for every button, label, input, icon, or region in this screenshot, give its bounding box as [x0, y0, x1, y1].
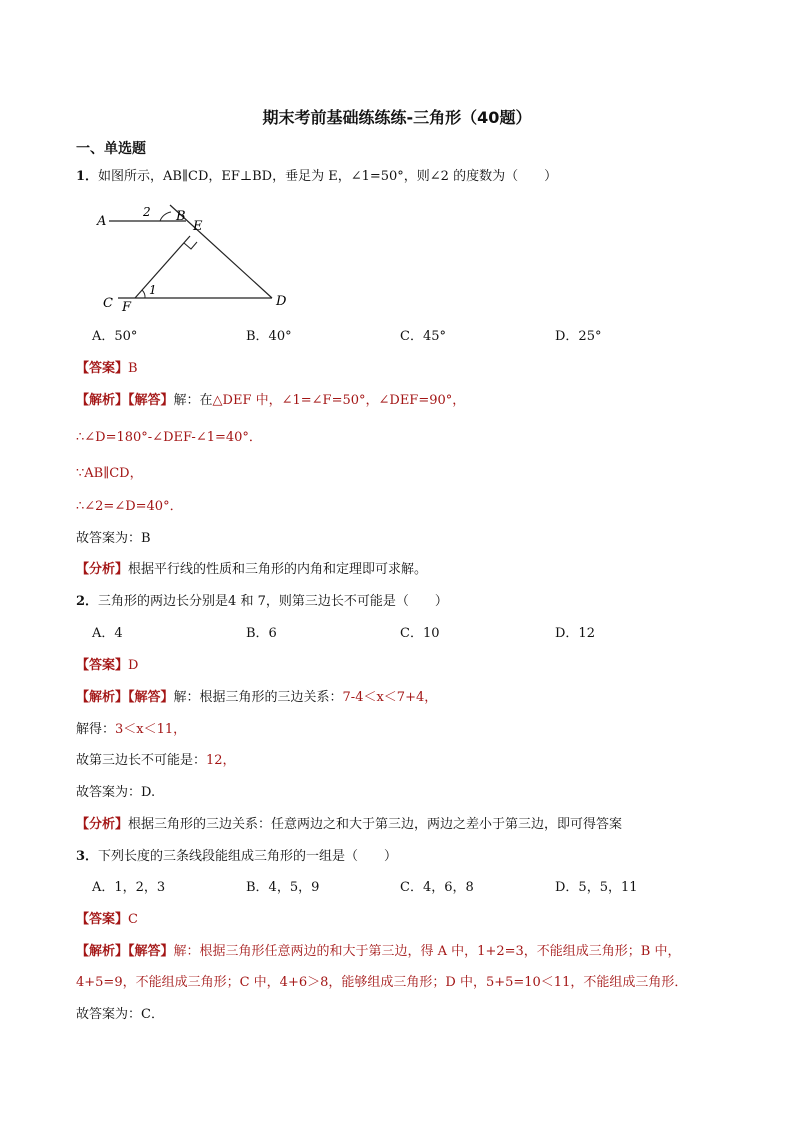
question-text: 如图所示，AB∥CD，EF⊥BD，垂足为 E，∠1=50°，则∠2 的度数为（ ）	[98, 169, 558, 184]
solution-step: ∴∠2=∠D=40°．	[76, 499, 183, 514]
right-angle-mark	[184, 242, 197, 249]
label-1: 1	[149, 283, 157, 297]
geometry-figure	[90, 195, 305, 320]
step-value: 3＜x＜11，	[115, 722, 187, 737]
fenxi-tag: 【分析】	[76, 817, 129, 832]
option-d: D．5，5，11	[555, 880, 638, 895]
analysis-text: 7-4＜x＜7+4，	[342, 690, 438, 705]
step-value: 12，	[206, 753, 236, 768]
question-number: 1．	[76, 169, 99, 184]
analysis-line	[76, 389, 465, 408]
answer-tag: 【答案】	[76, 658, 129, 673]
final-answer: 故答案为：C．	[76, 1007, 164, 1022]
line-ef	[135, 236, 190, 298]
step-lead: 解得：	[76, 722, 116, 737]
answer-value: D	[128, 658, 139, 673]
label-f: F	[122, 300, 132, 315]
label-b: B	[176, 209, 186, 224]
analysis-lead: 解：根据三角形的三边关系：	[173, 690, 343, 705]
fenxi-text: 根据三角形的三边关系：任意两边之和大于第三边，两边之差小于第三边，即可得答案	[128, 817, 623, 832]
fenxi-line	[76, 558, 427, 577]
option-c: C．4，6，8	[400, 880, 474, 895]
analysis-tag: 【解析】【解答】	[76, 393, 174, 408]
label-d: D	[276, 294, 287, 309]
question-text: 下列长度的三条线段能组成三角形的一组是（ ）	[98, 849, 398, 864]
label-c: C	[103, 296, 113, 311]
angle-2-arc	[160, 212, 171, 221]
solution-step	[76, 749, 236, 768]
label-e: E	[193, 219, 203, 234]
analysis-tag: 【解析】【解答】	[76, 944, 174, 959]
answer-value: C	[128, 912, 138, 927]
option-a: A．1，2，3	[92, 880, 166, 895]
question-3	[76, 845, 397, 864]
analysis-text: △DEF 中，∠1=∠F=50°，∠DEF=90°，	[212, 393, 466, 408]
step-lead: 故第三边长不可能是：	[76, 753, 207, 768]
answer-tag: 【答案】	[76, 912, 129, 927]
answer-line	[76, 357, 138, 376]
option-b: B．6	[246, 626, 277, 641]
solution-step: ∵AB∥CD，	[76, 466, 143, 481]
fenxi-tag: 【分析】	[76, 562, 129, 577]
final-answer: 故答案为：B	[76, 531, 151, 546]
question-1	[76, 165, 557, 184]
option-b: B．40°	[246, 329, 292, 344]
analysis-lead: 解：在	[173, 393, 213, 408]
answer-value: B	[128, 361, 138, 376]
fenxi-line	[76, 813, 622, 832]
label-a: A	[97, 214, 107, 229]
option-a: A．4	[92, 626, 123, 641]
option-d: D．12	[555, 626, 595, 641]
solution-step	[76, 718, 186, 737]
final-answer: 故答案为：D.	[76, 785, 156, 800]
option-d: D．25°	[555, 329, 602, 344]
question-number: 3．	[76, 849, 99, 864]
document-title: 期末考前基础练练练-三角形（40题）	[262, 108, 532, 127]
answer-line	[76, 654, 138, 673]
analysis-tag: 【解析】【解答】	[76, 690, 174, 705]
option-c: C．45°	[400, 329, 446, 344]
solution-step: ∴∠D=180°-∠DEF-∠1=40°．	[76, 430, 262, 445]
fenxi-text: 根据平行线的性质和三角形的内角和定理即可求解。	[128, 562, 428, 577]
question-number: 2．	[76, 594, 99, 609]
option-c: C．10	[400, 626, 440, 641]
analysis-line	[76, 940, 680, 959]
question-text: 三角形的两边长分别是4 和 7，则第三边长不可能是（ ）	[98, 594, 448, 609]
question-2	[76, 590, 448, 609]
angle-1-arc	[142, 290, 145, 298]
option-a: A．50°	[92, 329, 138, 344]
analysis-line	[76, 686, 437, 705]
analysis-text: 解：根据三角形任意两边的和大于第三边，得 A 中，1+2=3，不能组成三角形；B 中，	[173, 944, 681, 959]
option-b: B．4，5，9	[246, 880, 320, 895]
label-2: 2	[143, 205, 151, 219]
answer-tag: 【答案】	[76, 361, 129, 376]
answer-line	[76, 908, 138, 927]
section-heading: 一、单选题	[76, 141, 146, 157]
solution-step: 4+5=9，不能组成三角形；C 中，4+6＞8，能够组成三角形；D 中，5+5=10＜11，不能组成三角形．	[76, 975, 688, 990]
